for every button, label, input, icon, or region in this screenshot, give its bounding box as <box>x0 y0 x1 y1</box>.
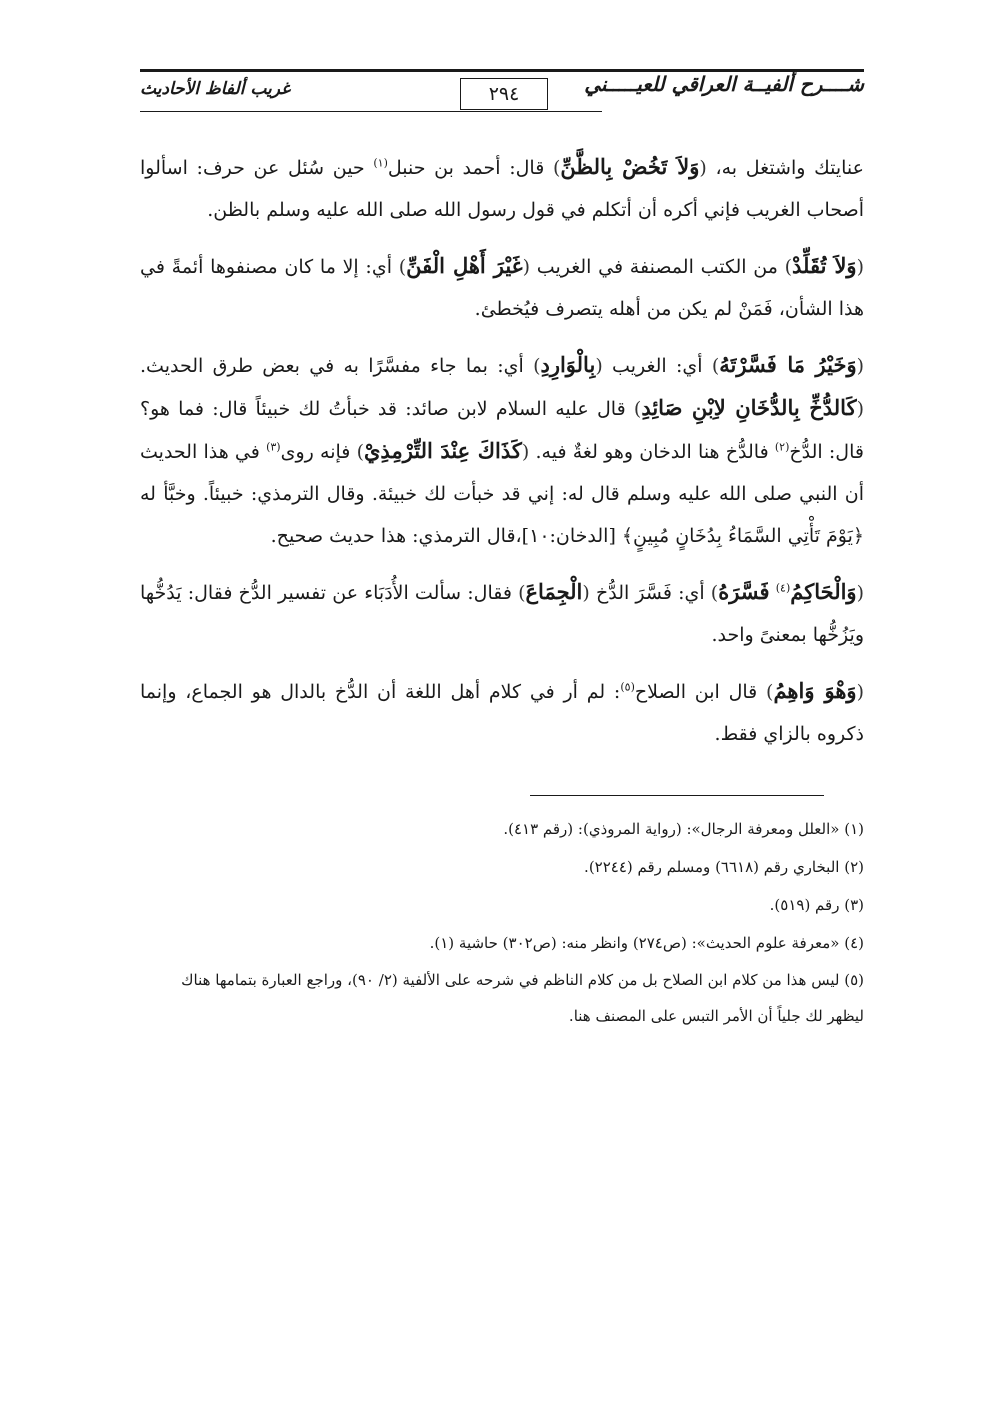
footnote-3: (٣) رقم (٥١٩). <box>769 896 864 914</box>
verse-keyword: كَذَاكَ عِنْدَ التِّرْمِذِيْ <box>363 438 522 463</box>
verse-keyword: بِالْوَارِدِ <box>540 352 596 377</box>
page-number: ٢٩٤ <box>460 78 548 110</box>
verse-keyword: وَخَيْرُ مَا فَسَّرْتَهُ <box>719 352 857 377</box>
text-run: فالدُّخ هنا الدخان وهو لغةٌ فيه. <box>529 441 775 463</box>
footnote-separator <box>530 795 824 796</box>
verse-keyword: وَلاَ تَخُضْ بِالظَّنِّ <box>560 154 700 179</box>
footnote-ref: ٥ <box>624 680 631 694</box>
footnote-1: (١) «العلل ومعرفة الرجال»: (رواية المروذي): (رقم ٤١٣). <box>503 820 864 838</box>
running-header <box>140 66 864 118</box>
verse-keyword: وَلاَ تُقَلِّدْ <box>792 253 857 278</box>
text-run: عنايتك واشتغل به، <box>706 157 864 179</box>
paragraph-1: عنايتك واشتغل به، (وَلاَ تَخُضْ بِالظَّنِّ) قال: أحمد بن حنبل$^{(١)}$ حين سُئل عن حرف: اسألوا أصحاب الغريب فإني أكره أن أتكلم في قول رسول الله صلى الله عليه وسلم بالظن. <box>140 154 864 221</box>
header-bottom-rule <box>140 111 602 112</box>
footnote-2: (٢) البخاري رقم (٦٦١٨) ومسلم رقم (٢٢٤٤). <box>584 858 864 876</box>
text-run: أي: إلا ما كان مصنفوها أئمةً في هذا الشأن، فَمَنْ لم يكن من أهله يتصرف فيُخطئ. <box>140 256 864 320</box>
text-run: [الدخان:١٠]،قال الترمذي: هذا حديث صحيح. <box>270 525 622 547</box>
book-page <box>140 66 864 1034</box>
text-run: قال: أحمد بن حنبل <box>387 157 553 179</box>
footnote-4: (٤) «معرفة علوم الحديث»: (ص٢٧٤) وانظر منه: (ص٣٠٢) حاشية (١). <box>429 934 864 952</box>
text-run: في هذا الحديث أن النبي صلى الله عليه وسلم قال له: إني قد خبأت لك خبيئة. وقال الترمذي: خبيئاً. وخبَّأ له <box>140 441 864 505</box>
text-run: أي: فَسَّرَ الدُّخ <box>589 582 711 604</box>
paragraph-2: (وَلاَ تُقَلِّدْ) من الكتب المصنفة في الغريب (غَيْرَ أَهْلِ الْفَنِّ) أي: إلا ما كان مصنفوها أئمةً في هذا الشأن، فَمَنْ لم يكن من أهله يتصرف فيُخطئ. <box>140 253 864 320</box>
footnote-ref: ١ <box>377 156 384 170</box>
footnote-ref: ٤ <box>780 581 786 595</box>
footnotes <box>140 810 864 1034</box>
quran-quote: ﴿يَوْمَ تَأْتِي السَّمَاءُ بِدُخَانٍ مُبِينٍ﴾ <box>621 525 864 547</box>
book-title: شــــرح ألفيــة العراقي للعيـــــني <box>584 72 864 96</box>
text-run: قال عليه السلام لابن صائد: قد خبأتُ لك خبيئاً قال: فما هو؟ قال: الدُّخ <box>140 398 864 463</box>
verse-keyword: كَالدُّخِّ بِالدُّخَانِ لاِبْنِ صَائِدِ <box>641 395 857 420</box>
text-run: أي: بما جاء مفسَّرًا به في بعض طرق الحديث. <box>140 355 534 377</box>
paragraph-3: (وَخَيْرُ مَا فَسَّرْتَهُ) أي: الغريب (بِالْوَارِدِ) أي: بما جاء مفسَّرًا به في بعض طرق الحديث. (كَالدُّخِّ بِالدُّخَانِ لاِبْنِ صَائِدِ) قال عليه السلام لابن صائد: قد خبأتُ لك خبيئاً قال: فما هو؟ قال: الدُّخ$^{(٢)}$ فالدُّخ هنا الدخان وهو لغةٌ فيه. (كَذَاكَ عِنْدَ التِّرْمِذِيْ) فإنه روى$^{(٣)}$ في هذا الحديث أن النبي صلى الله عليه وسلم قال له: إني قد خبأت لك خبيئة. وقال الترمذي: خبيئاً. وخبَّأ له ﴿يَوْمَ تَأْتِي السَّمَاءُ بِدُخَانٍ مُبِينٍ﴾ [الدخان:١٠]،قال الترمذي: هذا حديث صحيح. <box>140 352 865 547</box>
section-title: غريب ألفاظ الأحاديث <box>140 79 291 99</box>
text-run: قال ابن الصلاح <box>634 681 767 703</box>
verse-keyword: الْجِمَاعَ <box>525 579 583 604</box>
verse-keyword: وَالْحَاكِمُ <box>790 579 857 604</box>
footnote-5: (٥) ليس هذا من كلام ابن الصلاح بل من كلام الناظم في شرحه على الألفية (٢/ ٩٠)، وراجع العبارة بتمامها هناك ليظهر لك جلياً أن الأمر التبس على المصنف هنا. <box>181 971 864 1025</box>
paragraph-4: (وَالْحَاكِمُ$^{(٤)}$ فَسَّرَهُ) أي: فَسَّرَ الدُّخ (الْجِمَاعَ) فقال: سألت الأُدَبَاء عن تفسير الدُّخ فقال: يَدُخُّها ويَزُخُّها بمعنىً واحد. <box>140 579 864 646</box>
main-text <box>140 146 864 755</box>
text-run: حين سُئل عن حرف: اسألوا أصحاب الغريب فإني أكره أن أتكلم في قول رسول الله صلى الله عليه وسلم بالظن. <box>140 157 864 221</box>
paragraph-5: (وَهْوَ وَاهِمُ) قال ابن الصلاح$^{(٥)}$: لم أر في كلام أهل اللغة أن الدُّخ بالدال هو الجماع، وإنما ذكروه بالزاي فقط. <box>140 678 864 745</box>
text-run: : لم أر في كلام أهل اللغة أن الدُّخ بالدال هو الجماع، وإنما ذكروه بالزاي فقط. <box>140 681 864 745</box>
text-run: فقال: سألت الأُدَبَاء عن تفسير الدُّخ فقال: يَدُخُّها ويَزُخُّها بمعنىً واحد. <box>140 582 864 646</box>
text-run: من الكتب المصنفة في الغريب <box>530 256 785 278</box>
verse-keyword: غَيْرَ أَهْلِ الْفَنِّ <box>406 253 523 278</box>
footnote-ref: ٢ <box>779 440 786 454</box>
verse-keyword: وَهْوَ وَاهِمُ <box>773 678 857 703</box>
text-run: فإنه روى <box>280 441 357 463</box>
text-run: أي: الغريب <box>602 355 712 377</box>
verse-keyword: فَسَّرَهُ <box>718 579 770 604</box>
footnote-ref: ٣ <box>270 440 277 454</box>
